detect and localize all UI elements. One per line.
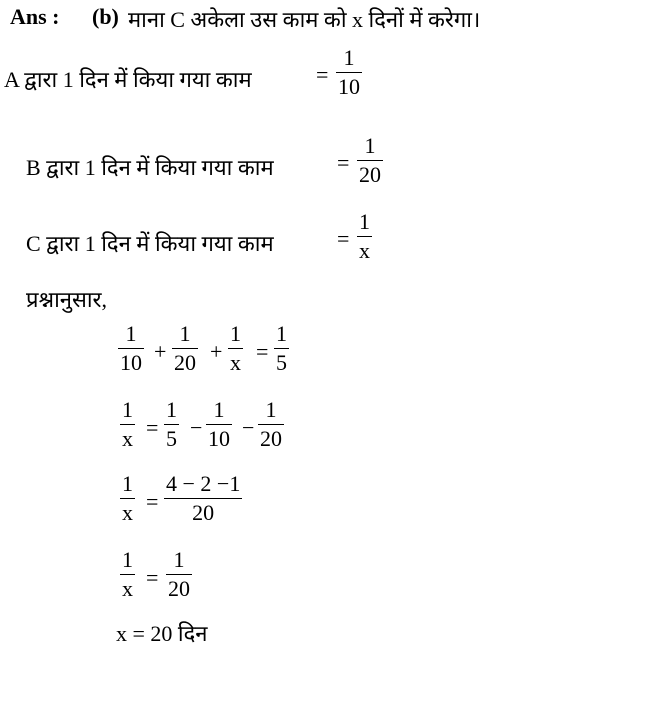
- denominator: x: [122, 426, 133, 451]
- denominator: 20: [174, 350, 196, 375]
- minus-sign: −: [242, 415, 255, 440]
- fraction-work-a: [336, 44, 362, 101]
- equals-sign: =: [256, 339, 269, 364]
- plus-sign: +: [154, 339, 167, 364]
- fraction-step4-lhs: [120, 546, 135, 603]
- denominator: 20: [260, 426, 282, 451]
- denominator: 5: [276, 350, 287, 375]
- fraction-step1-result: [274, 320, 289, 377]
- denominator: 20: [359, 162, 381, 187]
- fraction-step2-lhs: [120, 396, 135, 453]
- numerator: 1: [122, 471, 133, 496]
- fraction-work-c: [357, 208, 372, 265]
- equals-sign: =: [146, 489, 159, 514]
- denominator: x: [122, 500, 133, 525]
- numerator: 1: [173, 547, 185, 572]
- fraction-step4-rhs: [166, 546, 192, 603]
- denominator: x: [230, 350, 241, 375]
- numerator: 1: [179, 321, 191, 346]
- numerator: 1: [343, 45, 355, 70]
- equals-sign: =: [146, 415, 159, 440]
- fraction-step1-b: [172, 320, 198, 377]
- answer-label: Ans :: [10, 4, 60, 29]
- according-label: प्रश्नानुसार,: [26, 287, 108, 312]
- denominator: x: [122, 576, 133, 601]
- fraction-step3-lhs: [120, 470, 135, 527]
- final-result: x = 20 दिन: [116, 621, 208, 646]
- numerator: 1: [166, 397, 177, 422]
- numerator: 4 − 2 −1: [166, 471, 241, 496]
- fraction-step2-a: [164, 396, 179, 453]
- fraction-step2-b: [206, 396, 232, 453]
- numerator: 1: [122, 547, 133, 572]
- numerator: 1: [364, 133, 376, 158]
- fraction-step1-a: [118, 320, 144, 377]
- fraction-work-b: [357, 132, 383, 189]
- denominator: 5: [166, 426, 177, 451]
- work-c-label: C द्वारा 1 दिन में किया गया काम: [26, 231, 274, 256]
- fraction-step3-rhs: [164, 470, 242, 527]
- equals-sign: =: [337, 226, 350, 251]
- option-label: (b): [92, 4, 119, 29]
- denominator: 10: [338, 74, 360, 99]
- numerator: 1: [122, 397, 133, 422]
- numerator: 1: [125, 321, 137, 346]
- denominator: x: [359, 238, 370, 263]
- numerator: 1: [213, 397, 225, 422]
- denominator: 10: [208, 426, 230, 451]
- intro-text: माना C अकेला उस काम को x दिनों में करेगा।: [128, 7, 481, 32]
- work-a-label: A द्वारा 1 दिन में किया गया काम: [4, 67, 252, 92]
- fraction-step2-c: [258, 396, 284, 453]
- plus-sign: +: [210, 339, 223, 364]
- denominator: 10: [120, 350, 142, 375]
- numerator: 1: [359, 209, 370, 234]
- work-b-label: B द्वारा 1 दिन में किया गया काम: [26, 155, 274, 180]
- numerator: 1: [276, 321, 287, 346]
- denominator: 20: [168, 576, 190, 601]
- equals-sign: =: [337, 150, 350, 175]
- numerator: 1: [265, 397, 277, 422]
- minus-sign: −: [190, 415, 203, 440]
- denominator: 20: [164, 498, 242, 527]
- fraction-step1-c: [228, 320, 243, 377]
- numerator: 1: [230, 321, 241, 346]
- equals-sign: =: [316, 62, 329, 87]
- equals-sign: =: [146, 565, 159, 590]
